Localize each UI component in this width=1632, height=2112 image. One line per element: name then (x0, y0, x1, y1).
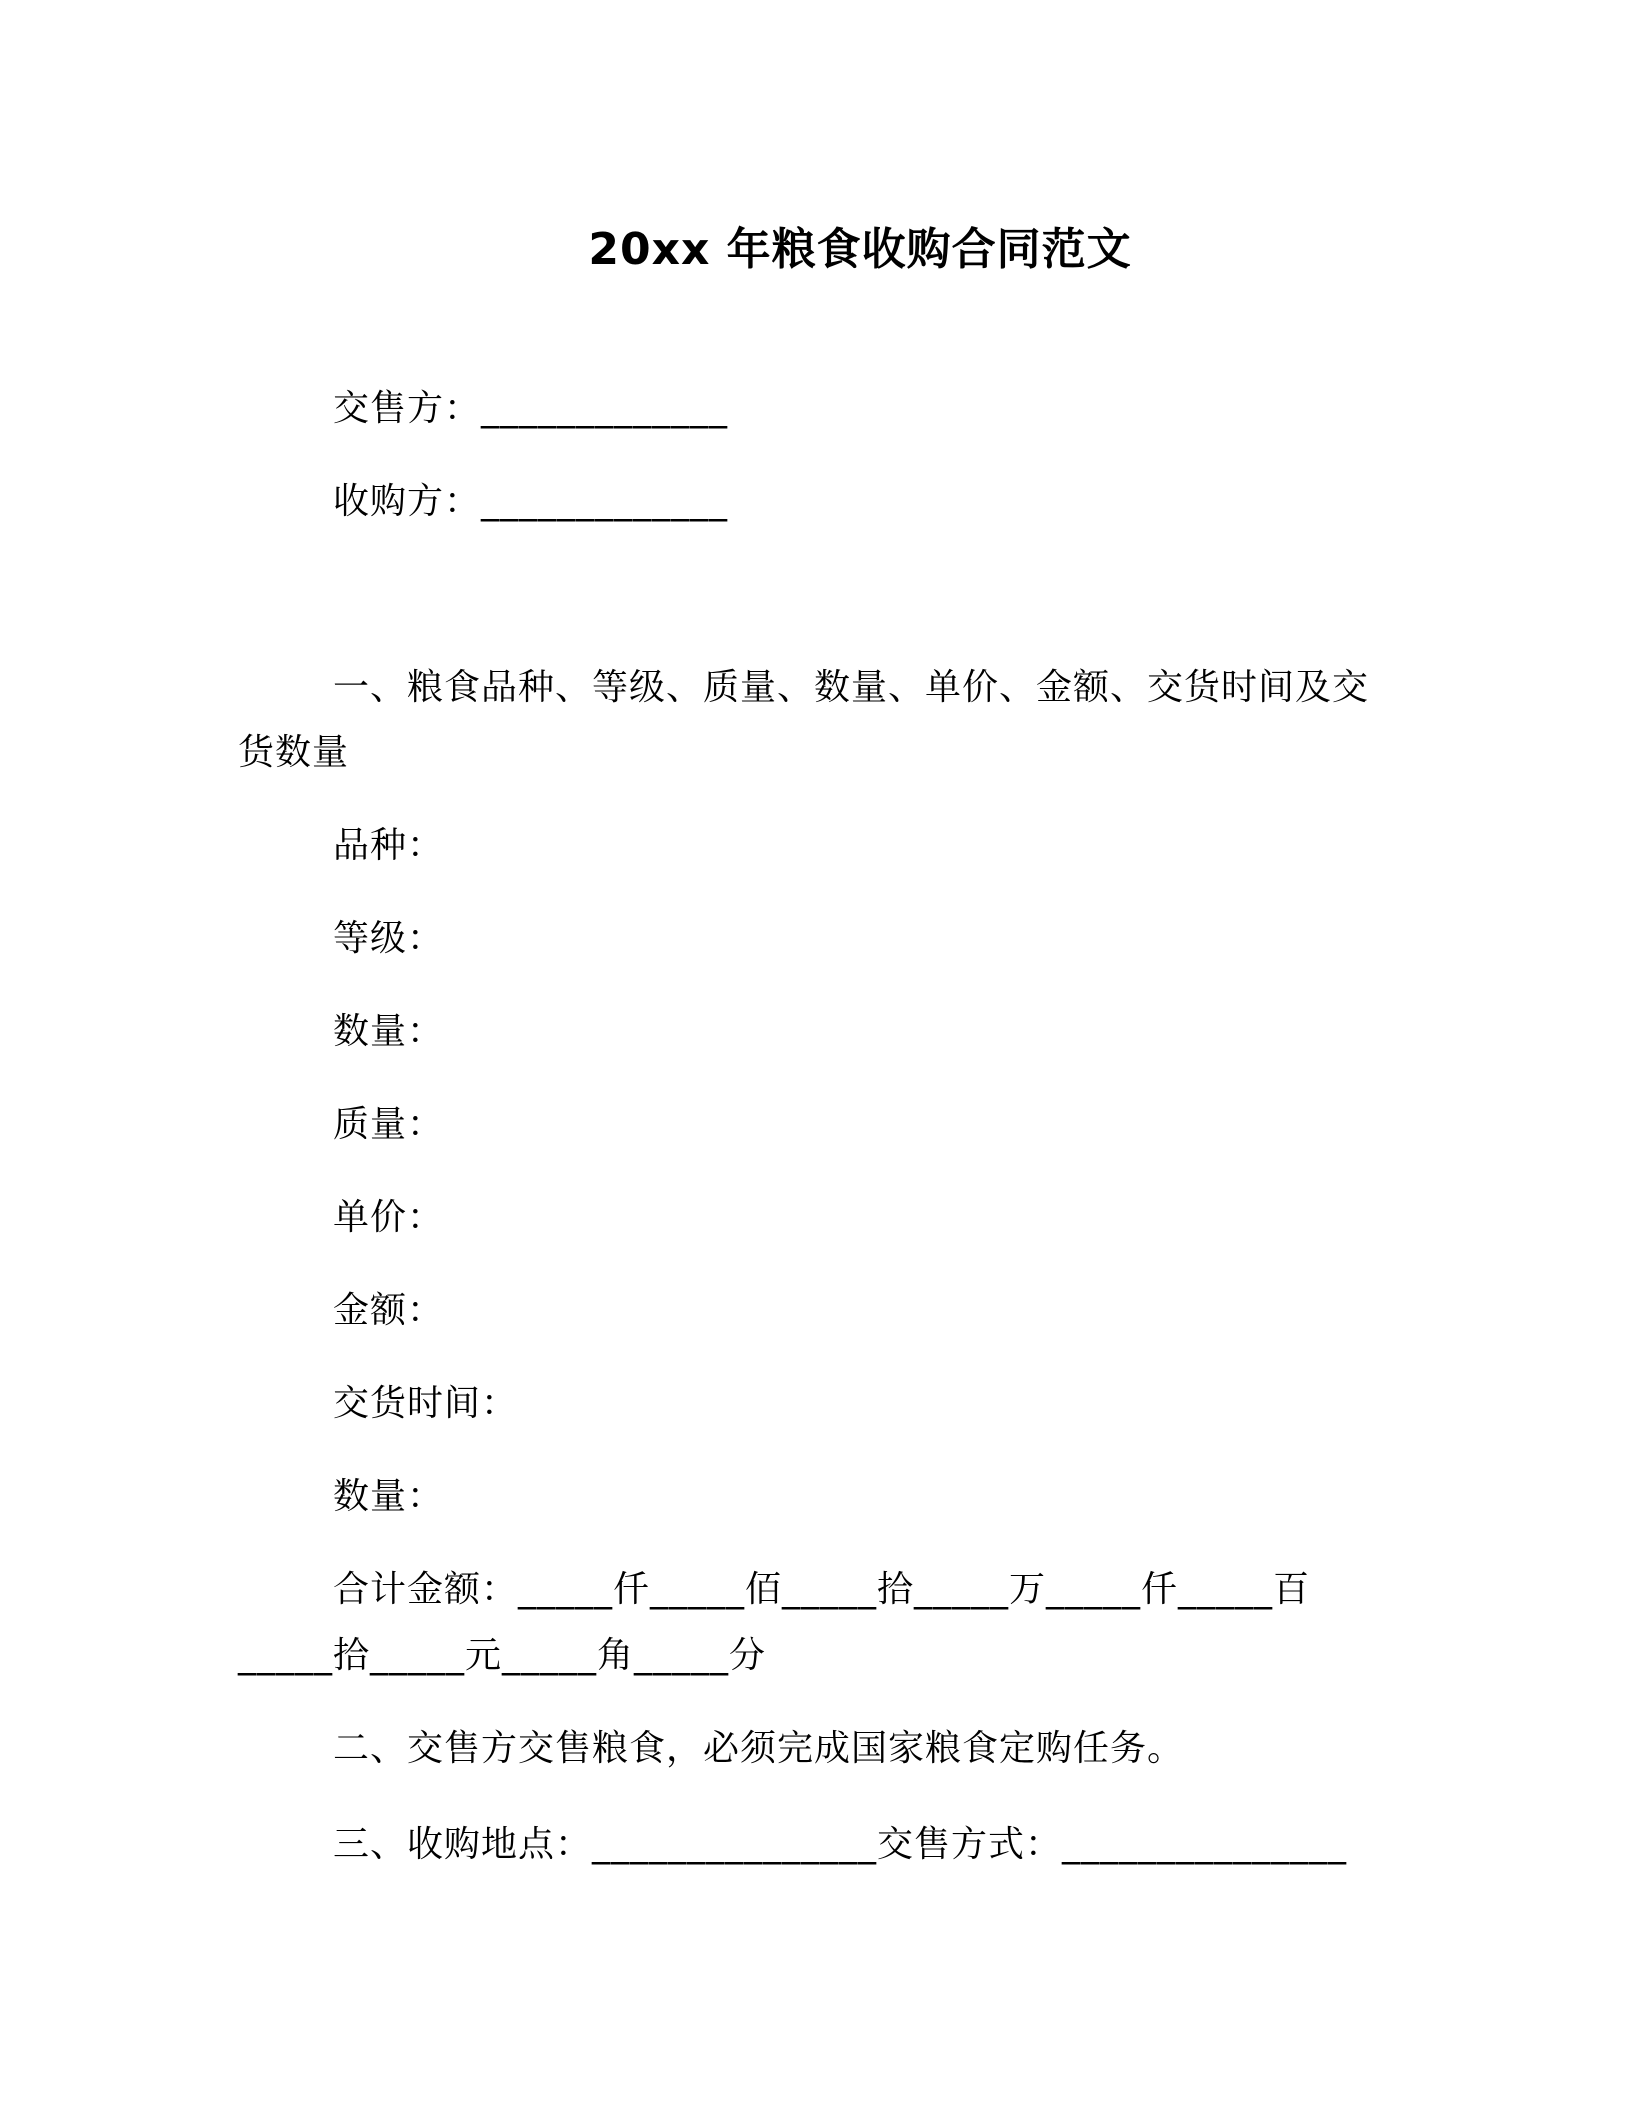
section1-heading-line2: 货数量 (238, 732, 350, 773)
field-grade: 等级： (333, 918, 445, 959)
seller-line: 交售方：_____________ (333, 388, 729, 429)
total-amount-line2: _____拾_____元_____角_____分 (238, 1635, 767, 1676)
document-title: 20xx 年粮食收购合同范文 (588, 224, 1132, 275)
field-delivery-quantity: 数量： (333, 1476, 445, 1517)
field-delivery-time: 交货时间： (333, 1383, 519, 1424)
section2-text: 二、交售方交售粮食，必须完成国家粮食定购任务。 (333, 1728, 1185, 1769)
section3-text: 三、收购地点：_______________交售方式：_______________ (333, 1824, 1348, 1865)
field-quantity: 数量： (333, 1011, 445, 1052)
field-quality: 质量： (333, 1104, 445, 1145)
field-unit-price: 单价： (333, 1197, 445, 1238)
field-variety: 品种： (333, 825, 445, 866)
buyer-line: 收购方：_____________ (333, 481, 729, 522)
total-amount-line1: 合计金额：_____仟_____佰_____拾_____万_____仟_____百 (333, 1569, 1311, 1610)
section1-heading-line1: 一、粮食品种、等级、质量、数量、单价、金额、交货时间及交 (333, 667, 1370, 708)
field-amount: 金额： (333, 1290, 445, 1331)
